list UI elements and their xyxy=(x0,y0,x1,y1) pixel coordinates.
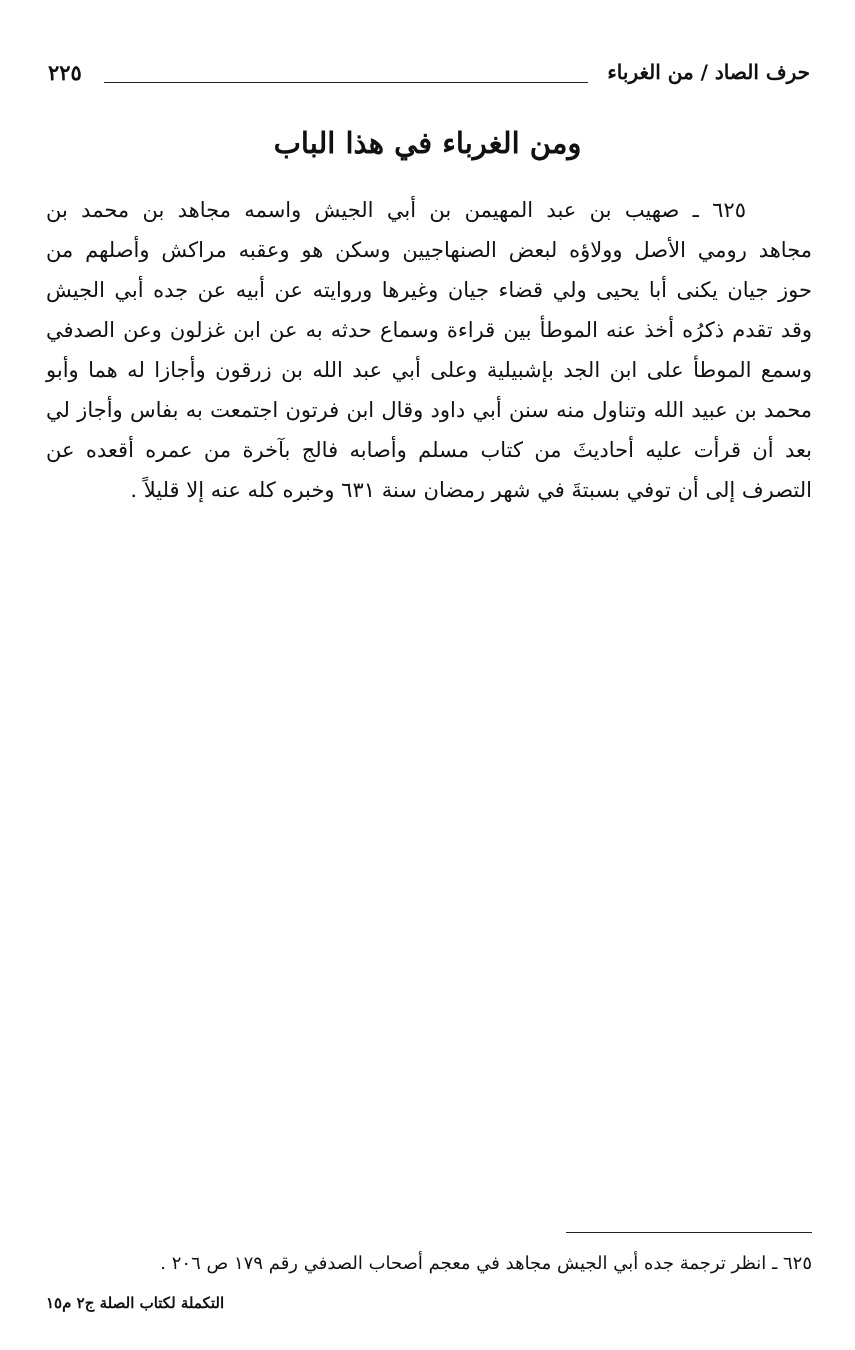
page-number: ٢٢٥ xyxy=(48,60,82,85)
running-head xyxy=(48,58,810,94)
footnote-rule xyxy=(566,1232,812,1233)
footnote: ٦٢٥ ـ انظر ترجمة جده أبي الجيش مجاهد في معجم أصحاب الصدفي رقم ١٧٩ ص ٢٠٦ . xyxy=(160,1253,812,1274)
entry-text xyxy=(46,190,812,510)
entry-line: بعد أن قرأت عليه أحاديثَ من كتاب مسلم وأصابه فالج بآخرة من عمره أقعده عن xyxy=(46,438,812,462)
entry-line: حوز جيان يكنى أبا يحيى ولي قضاء جيان وغيرها وروايته عن أبيه عن جده أبي الجيش xyxy=(46,278,812,302)
entry-line: وقد تقدم ذكرُه أخذ عنه الموطأ بين قراءة وسماع حدثه به عن ابن غزلون وعن الصدفي xyxy=(46,318,812,342)
running-head-title: حرف الصاد / من الغرباء xyxy=(607,60,810,84)
entry-line: ٦٢٥ ـ صهيب بن عبد المهيمن بن أبي الجيش واسمه مجاهد بن محمد بن xyxy=(46,198,746,222)
entry-line: وسمع الموطأ على ابن الجد بإشبيلية وعلى أبي عبد الله بن زرقون وأجازا له هما وأبو xyxy=(46,358,812,382)
section-title: ومن الغرباء في هذا الباب xyxy=(273,126,582,160)
printer-signature: التكملة لكتاب الصلة ج٢ م١٥ xyxy=(46,1294,225,1312)
running-head-rule xyxy=(104,82,588,83)
entry-line: محمد بن عبيد الله وتناول منه سنن أبي داود وقال ابن فرتون اجتمعت به بفاس وأجاز لي xyxy=(46,398,812,422)
entry-line: مجاهد رومي الأصل وولاؤه لبعض الصنهاجيين وسكن هو وعقبه مراكش وأصلهم من xyxy=(46,238,812,262)
entry-line: التصرف إلى أن توفي بسبتةَ في شهر رمضان سنة ٦٣١ وخبره كله عنه إلا قليلاً . xyxy=(130,478,812,502)
